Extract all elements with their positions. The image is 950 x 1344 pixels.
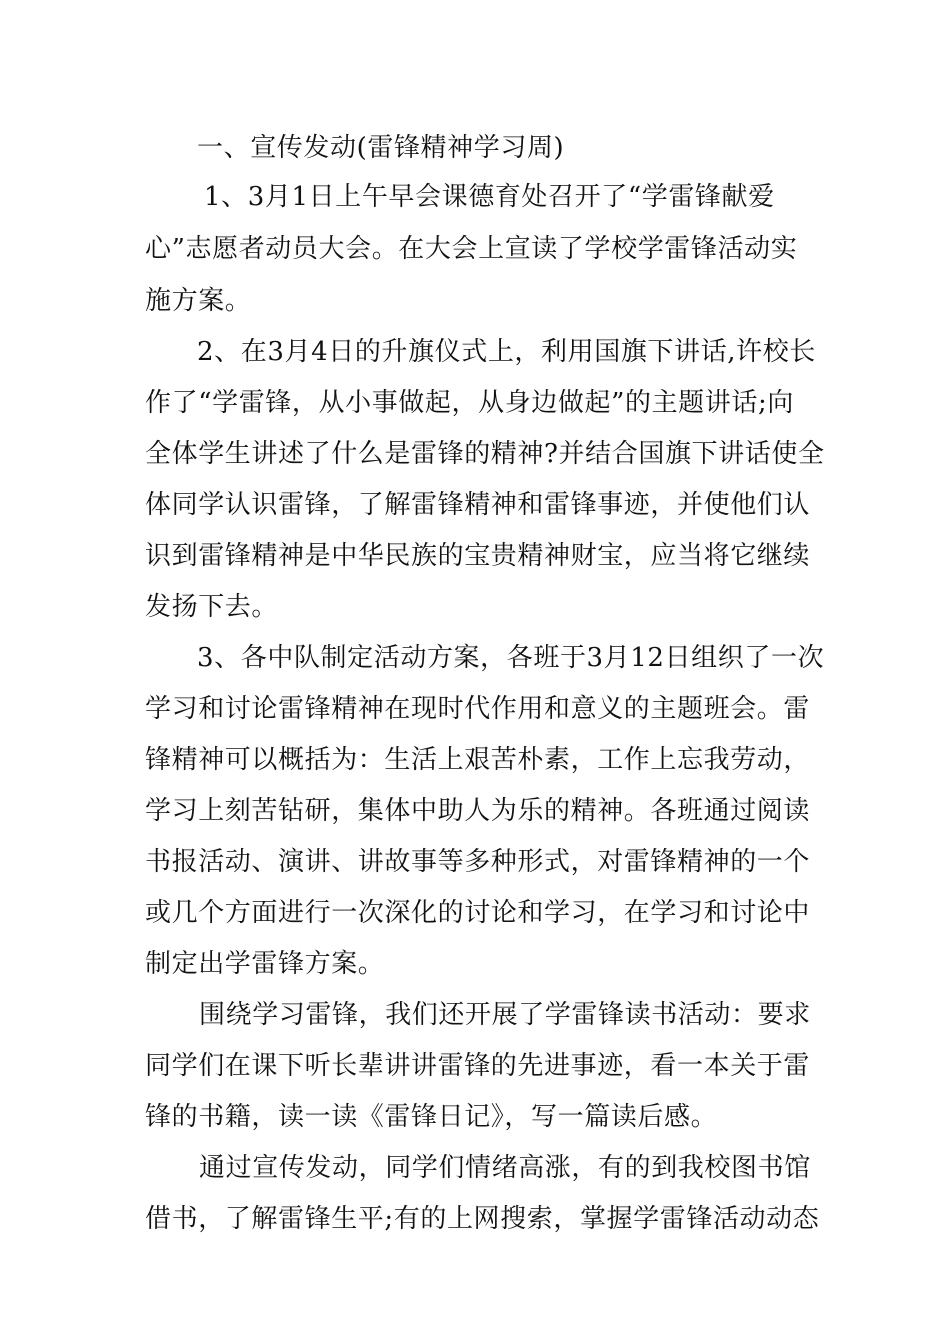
paragraph-line: 全体学生讲述了什么是雷锋的精神?并结合国旗下讲话使全	[145, 439, 825, 469]
paragraph-line: 借书，了解雷锋生平;有的上网搜索，掌握学雷锋活动动态	[145, 1204, 820, 1234]
paragraph-line: 锋的书籍，读一读《雷锋日记》，写一篇读后感。	[145, 1102, 718, 1132]
paragraph-line: 发扬下去。	[145, 592, 279, 622]
paragraph-line: 锋精神可以概括为：生活上艰苦朴素，工作上忘我劳动，	[145, 745, 811, 775]
paragraph-line: 3、各中队制定活动方案，各班于3月12日组织了一次	[197, 643, 825, 673]
paragraph-line: 学习和讨论雷锋精神在现时代作用和意义的主题班会。雷	[145, 694, 811, 724]
paragraph-line: 学习上刻苦钻研，集体中助人为乐的精神。各班通过阅读	[145, 796, 811, 826]
section-heading: 一、宣传发动(雷锋精神学习周)	[197, 133, 565, 163]
paragraph-line: 通过宣传发动，同学们情绪高涨，有的到我校图书馆	[199, 1153, 811, 1183]
paragraph-line: 2、在3月4日的升旗仪式上，利用国旗下讲话,许校长	[197, 337, 816, 367]
paragraph-line: 制定出学雷锋方案。	[145, 949, 385, 979]
paragraph-line: 施方案。	[145, 286, 252, 316]
paragraph-line: 围绕学习雷锋，我们还开展了学雷锋读书活动：要求	[199, 1000, 811, 1030]
paragraph-line: 心”志愿者动员大会。在大会上宣读了学校学雷锋活动实	[145, 234, 798, 264]
paragraph-line: 作了“学雷锋，从小事做起，从身边做起”的主题讲话;向	[145, 388, 794, 418]
paragraph-line: 1、3月1日上午早会课德育处召开了“学雷锋献爱	[204, 182, 775, 212]
paragraph-line: 同学们在课下听长辈讲讲雷锋的先进事迹，看一本关于雷	[145, 1051, 811, 1081]
paragraph-line: 书报活动、演讲、讲故事等多种形式，对雷锋精神的一个	[145, 847, 811, 877]
paragraph-line: 识到雷锋精神是中华民族的宝贵精神财宝，应当将它继续	[145, 541, 811, 571]
paragraph-line: 或几个方面进行一次深化的讨论和学习，在学习和讨论中	[145, 898, 811, 928]
paragraph-line: 体同学认识雷锋，了解雷锋精神和雷锋事迹，并使他们认	[145, 490, 811, 520]
